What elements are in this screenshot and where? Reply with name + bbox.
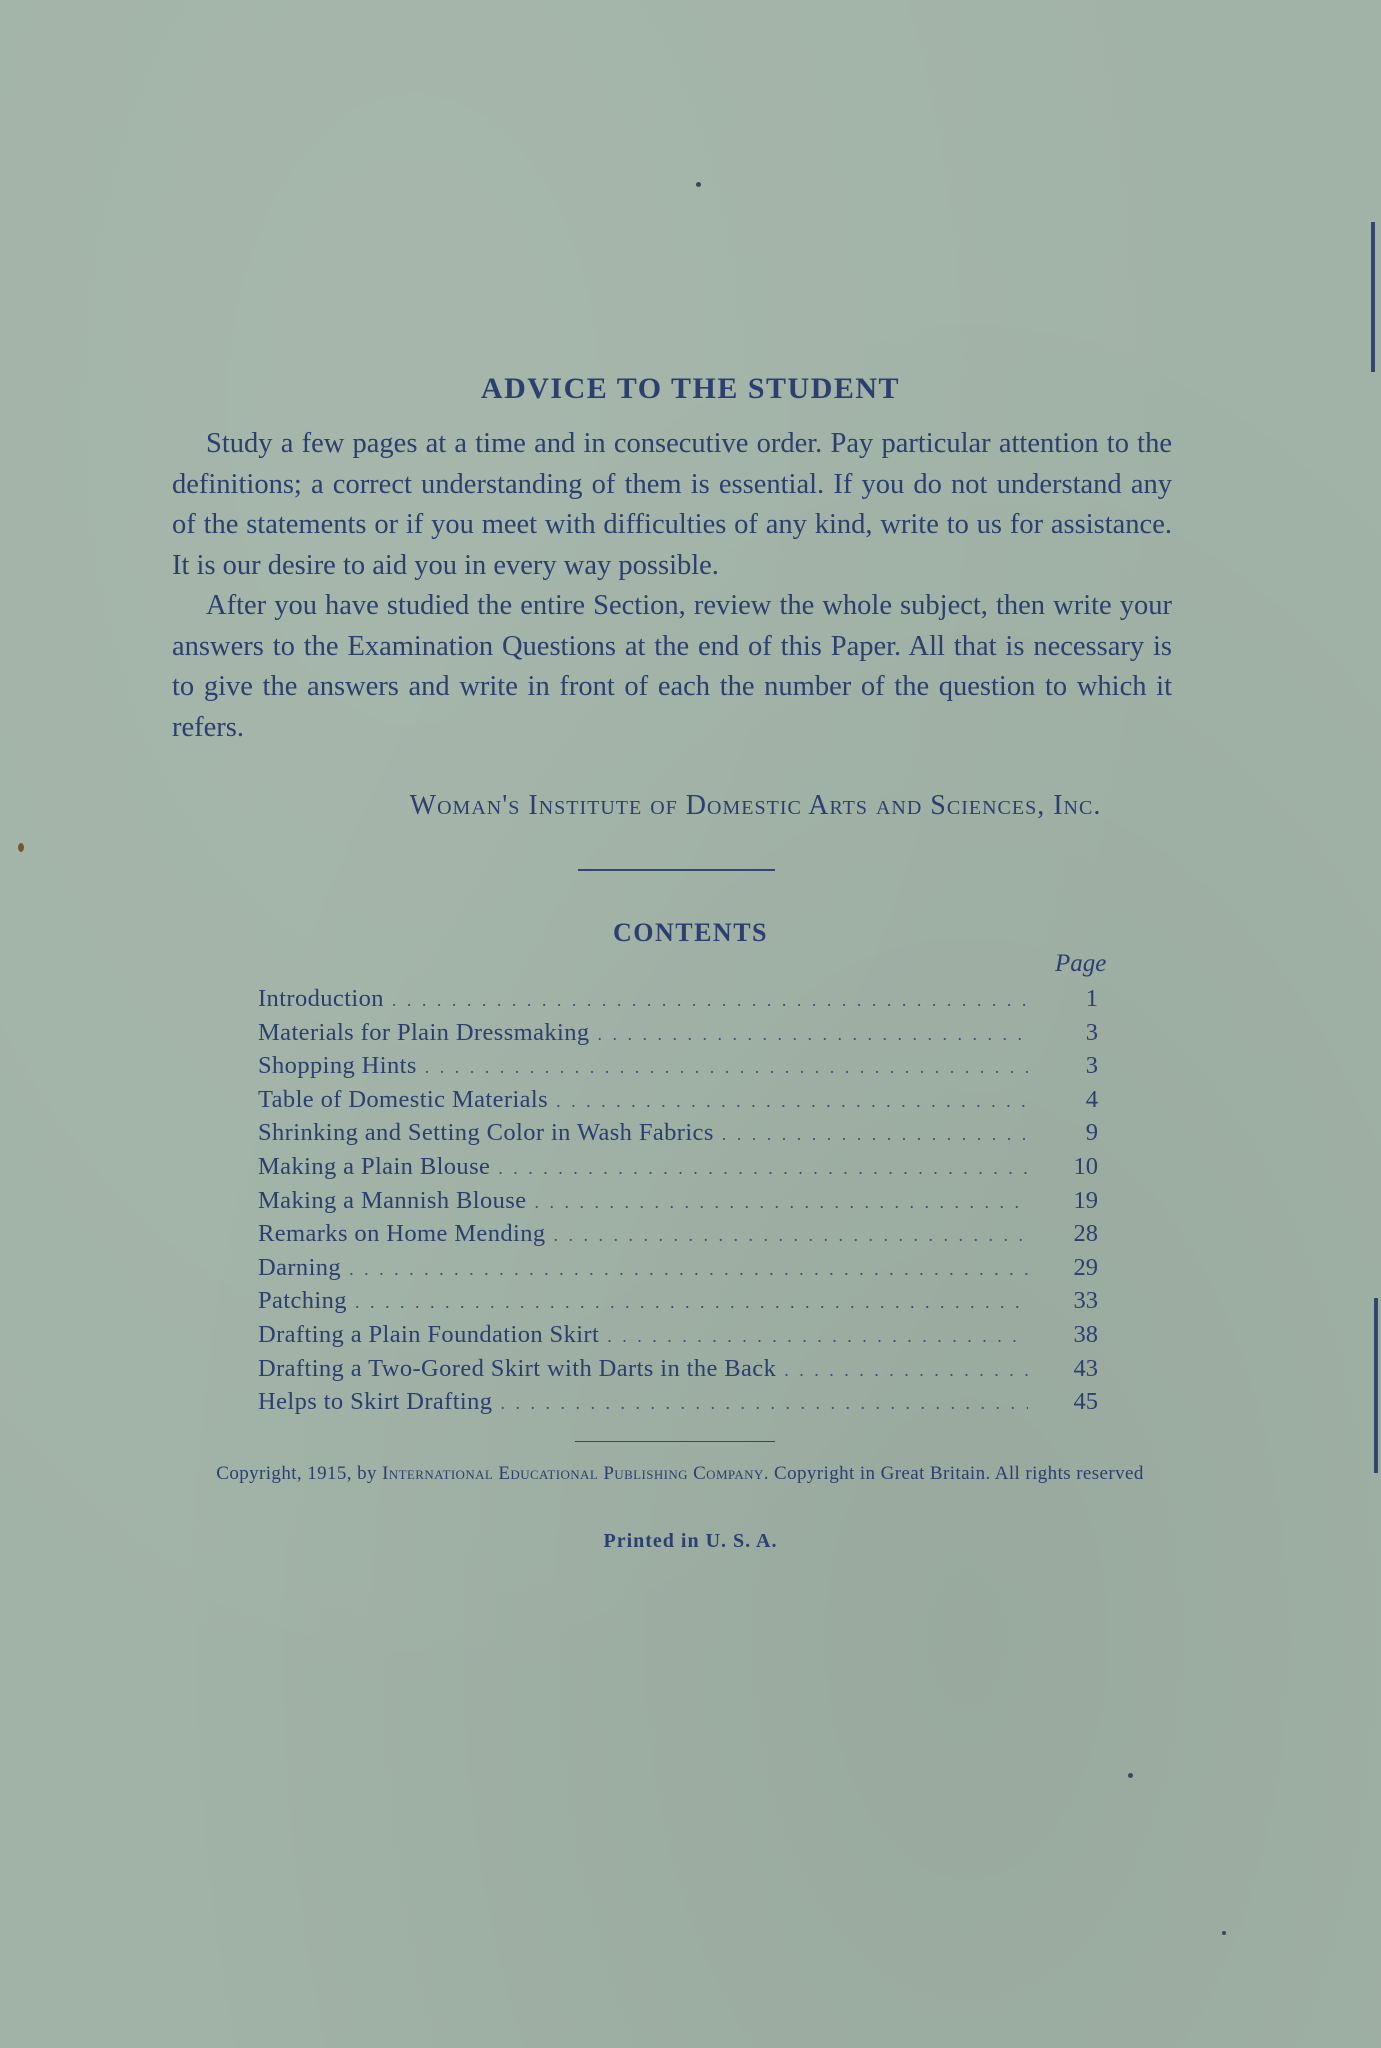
toc-entry-page: 1 <box>1085 985 1098 1012</box>
toc-entry-page: 9 <box>1085 1119 1098 1147</box>
toc-entry <box>258 1052 1098 1086</box>
toc-entry <box>258 1388 1098 1422</box>
toc-leader-dots <box>498 1158 1028 1179</box>
advice-paragraph-2: After you have studied the entire Section, review the whole subject, then write your answers to the Examination Questions at the end of this Paper. All that is necessary is to give the answers and write in front of each the number of the question to which it refers. <box>172 590 1172 743</box>
toc-entry-title: Helps to Skirt Drafting <box>258 1388 493 1416</box>
toc-entry-page: 28 <box>1073 1220 1098 1248</box>
toc-entry-title: Drafting a Plain Foundation Skirt <box>258 1320 600 1348</box>
advice-paragraph-1: Study a few pages at a time and in consecutive order. Pay particular attention to the definitions; a correct understanding of them is essential. If you do not understand any of the statements or if you meet with difficulties of any kind, write to us for assistance. It is our desire to aid you in every way possible. <box>172 428 1172 581</box>
paper-speck <box>18 843 24 852</box>
toc-entry <box>258 1287 1098 1321</box>
contents-title: CONTENTS <box>612 918 769 947</box>
section-divider <box>578 869 775 871</box>
toc-entry-title: Darning <box>258 1253 342 1281</box>
toc-entry-page: 3 <box>1085 1018 1098 1046</box>
toc-entry <box>258 1220 1098 1254</box>
toc-leader-dots <box>500 1393 1028 1414</box>
toc-leader-dots <box>784 1360 1028 1381</box>
toc-entry-page: 43 <box>1073 1354 1098 1382</box>
paper-speck <box>1222 1931 1226 1935</box>
toc-entry-title: Drafting a Two-Gored Skirt with Darts in the Back <box>258 1354 777 1382</box>
table-of-contents <box>258 985 1098 1422</box>
toc-entry <box>258 985 1098 1019</box>
paper-speck <box>696 182 701 187</box>
toc-entry <box>258 1019 1098 1053</box>
toc-leader-dots <box>534 1192 1028 1213</box>
toc-entry-page: 29 <box>1073 1253 1098 1281</box>
printed-in-usa: Printed in U. S. A. <box>603 1530 778 1552</box>
toc-leader-dots <box>598 1024 1028 1045</box>
toc-leader-dots <box>554 1225 1028 1246</box>
toc-entry-title: Shopping Hints <box>258 1052 417 1080</box>
publisher-name: International Educational Publishing Company. <box>382 1463 769 1484</box>
copyright-notice <box>175 1458 1185 1490</box>
toc-entry-title: Materials for Plain Dressmaking <box>258 1018 590 1046</box>
toc-entry <box>258 1153 1098 1187</box>
toc-entry <box>258 1321 1098 1355</box>
toc-entry-page: 45 <box>1073 1388 1098 1416</box>
footer-divider <box>575 1441 775 1442</box>
page-column-header: Page <box>1055 950 1107 977</box>
toc-entry-page: 10 <box>1073 1152 1098 1180</box>
toc-entry-page: 19 <box>1073 1186 1098 1214</box>
toc-leader-dots <box>607 1326 1028 1347</box>
toc-entry-title: Making a Plain Blouse <box>258 1152 491 1180</box>
toc-leader-dots <box>392 990 1028 1011</box>
toc-entry <box>258 1187 1098 1221</box>
toc-entry-page: 4 <box>1085 1085 1098 1113</box>
toc-entry-title: Introduction <box>258 985 384 1012</box>
copyright-suffix: Copyright in Great Britain. All rights reserved <box>774 1463 1144 1484</box>
advice-body <box>172 424 1172 748</box>
toc-leader-dots <box>722 1124 1028 1145</box>
toc-entry <box>258 1254 1098 1288</box>
toc-entry <box>258 1355 1098 1389</box>
right-edge-mark-top <box>1371 222 1375 372</box>
toc-entry-page: 3 <box>1085 1052 1098 1080</box>
institute-signature: Woman's Institute of Domestic Arts and Sciences, Inc. <box>409 790 1102 821</box>
paper-speck <box>1128 1773 1133 1778</box>
toc-entry-page: 38 <box>1073 1320 1098 1348</box>
copyright-prefix: Copyright, 1915, by <box>216 1463 377 1484</box>
toc-entry-title: Making a Mannish Blouse <box>258 1186 527 1214</box>
toc-leader-dots <box>349 1259 1028 1280</box>
toc-entry-page: 33 <box>1073 1287 1098 1315</box>
toc-entry-title: Remarks on Home Mending <box>258 1220 546 1248</box>
advice-title: ADVICE TO THE STUDENT <box>480 372 901 405</box>
toc-entry-title: Shrinking and Setting Color in Wash Fabrics <box>258 1119 714 1147</box>
toc-entry <box>258 1119 1098 1153</box>
toc-entry-title: Patching <box>258 1287 347 1315</box>
toc-leader-dots <box>425 1057 1028 1078</box>
toc-entry-title: Table of Domestic Materials <box>258 1085 549 1113</box>
toc-leader-dots <box>556 1091 1028 1112</box>
toc-entry <box>258 1086 1098 1120</box>
right-edge-mark-bottom <box>1374 1298 1378 1473</box>
toc-leader-dots <box>355 1292 1028 1313</box>
